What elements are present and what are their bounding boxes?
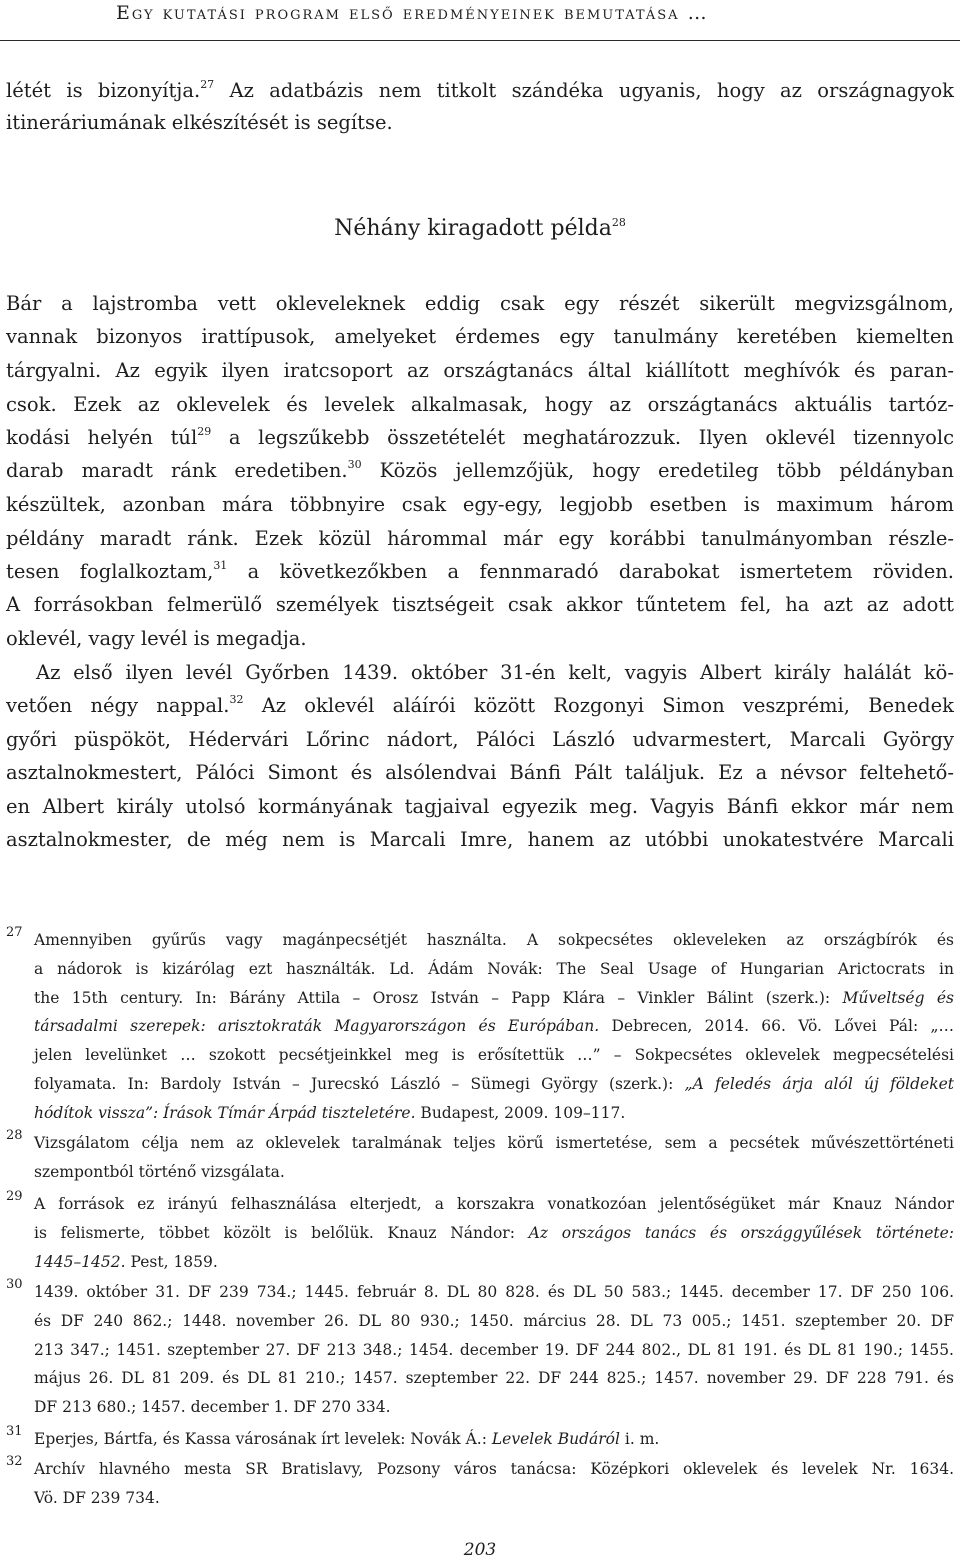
body-line xyxy=(6,490,954,520)
body-line xyxy=(6,758,954,788)
body-line xyxy=(6,76,954,106)
text-run: a nádorok is kizárólag ezt használták. Ld. Ádám Novák: The Seal Usage of Hungarian Arictocrats in xyxy=(34,960,954,978)
footnote-ref[interactable]: 31 xyxy=(213,559,228,572)
text-run: Az első ilyen levél Győrben 1439. október 31-én kelt, vagyis Albert király halálát kö- xyxy=(36,661,954,684)
footnote-number: 30 xyxy=(6,1277,23,1292)
text-run: itineráriumának elkészítését is segítse. xyxy=(6,111,393,134)
body-line xyxy=(6,356,954,386)
footnote-number: 28 xyxy=(6,1128,23,1143)
footnote-ref[interactable]: 29 xyxy=(197,425,212,438)
body-line xyxy=(6,557,954,587)
text-run: Közös jellemzőjük, hogy eredetileg több példányban xyxy=(361,459,954,482)
footnote-line xyxy=(34,1159,954,1185)
body-line xyxy=(6,825,954,855)
footnote-ref[interactable]: 30 xyxy=(347,458,362,471)
text-run: tárgyalni. Az egyik ilyen iratcsoport az országtanács által kiállított meghívók és paran- xyxy=(6,359,954,382)
text-run: Pest, 1859. xyxy=(125,1253,218,1271)
footnote-ref[interactable]: 32 xyxy=(229,693,244,706)
body-line xyxy=(6,390,954,420)
text-run: tesen foglalkoztam, xyxy=(6,560,214,583)
header-rule xyxy=(0,40,960,41)
section-heading-text: Néhány kiragadott példa xyxy=(334,216,612,241)
page-number: 203 xyxy=(463,1540,497,1560)
footnote-line xyxy=(34,956,954,982)
footnote-line xyxy=(34,1220,954,1246)
footnote-line xyxy=(34,1337,954,1363)
italic-text: társadalmi szerepek: arisztokraták Magyarországon és Európában. xyxy=(34,1017,600,1035)
text-run: kodási helyén túl xyxy=(6,426,198,449)
body-line xyxy=(6,792,954,822)
text-run: május 26. DL 81 209. és DL 81 210.; 1457. szeptember 22. DF 244 825.; 1457. november 29. DF 228 791. és xyxy=(34,1369,954,1387)
italic-text: hódítok vissza”: Írások Tímár Árpád tiszteletére. xyxy=(34,1104,416,1122)
text-run: Bár a lajstromba vett okleveleknek eddig csak egy részét sikerült megvizsgálnom, xyxy=(6,292,954,315)
footnote-line xyxy=(34,927,954,953)
text-run: Vizsgálatom célja nem az oklevelek taralmának teljes körű ismertetése, sem a pecsétek művészettörténeti xyxy=(34,1134,954,1152)
italic-text: Az országos tanács és országgyűlések története: xyxy=(528,1224,954,1242)
running-head: Egy kutatási program első eredményeinek bemutatása … xyxy=(116,2,709,24)
italic-text: „A feledés árja alól új földeket xyxy=(684,1075,954,1093)
text-run: DF 213 680.; 1457. december 1. DF 270 334. xyxy=(34,1398,391,1416)
text-run: 1439. október 31. DF 239 734.; 1445. február 8. DL 80 828. és DL 50 583.; 1445. december 17. DF 250 106. xyxy=(34,1283,954,1301)
text-run: készültek, azonban mára többnyire csak egy-egy, legjobb esetben is maximum három xyxy=(6,493,954,516)
text-run: példány maradt ránk. Ezek közül hárommal már egy korábbi tanulmányomban részle- xyxy=(6,527,954,550)
footnote-line xyxy=(34,1191,954,1217)
footnote-line xyxy=(34,985,954,1011)
text-run: asztalnokmester, de még nem is Marcali Imre, hanem az utóbbi unokatestvére Marcali xyxy=(6,828,954,851)
text-run: Az oklevél aláírói között Rozgonyi Simon veszprémi, Benedek xyxy=(243,694,954,717)
text-run: vannak bizonyos irattípusok, amelyeket érdemes egy tanulmány keretében kiemelten xyxy=(6,325,954,348)
footnote-line xyxy=(34,1249,954,1275)
text-run: folyamata. In: Bardoly István – Jurecskó László – Sümegi György (szerk.): xyxy=(34,1075,685,1093)
italic-text: Műveltség és xyxy=(842,989,955,1007)
footnote-line xyxy=(34,1042,954,1068)
footnote-line xyxy=(34,1308,954,1334)
italic-text: 1445–1452. xyxy=(34,1253,126,1271)
text-run: Az adatbázis nem titkolt szándéka ugyanis, hogy az országnagyok xyxy=(214,79,954,102)
footnote-line xyxy=(34,1013,954,1039)
text-run: is felismerte, többet közölt is belőlük. Knauz Nándor: xyxy=(34,1224,529,1242)
footnote-line xyxy=(34,1130,954,1156)
text-run: győri püspököt, Hédervári Lőrinc nádort, Pálóci László udvarmestert, Marcali György xyxy=(6,728,954,751)
text-run: a következőkben a fennmaradó darabokat ismertetem röviden. xyxy=(227,560,955,583)
footnote-number: 31 xyxy=(6,1424,23,1439)
footnote-number: 27 xyxy=(6,925,23,940)
body-line xyxy=(6,524,954,554)
text-run: vetően négy nappal. xyxy=(6,694,230,717)
text-run: A forrásokban felmerülő személyek tisztségeit csak akkor tűntetem fel, ha azt az adott xyxy=(6,593,954,616)
footnote-line xyxy=(34,1365,954,1391)
text-run: szempontból történő vizsgálata. xyxy=(34,1163,285,1181)
footnote-number: 29 xyxy=(6,1189,23,1204)
section-heading xyxy=(0,216,960,241)
body-line xyxy=(6,590,954,620)
footnote-line xyxy=(34,1394,954,1420)
text-run: Debrecen, 2014. 66. Vö. Lővei Pál: „… xyxy=(599,1017,954,1035)
body-line xyxy=(6,423,954,453)
text-run: Amennyiben gyűrűs vagy magánpecsétjét használta. A sokpecsétes okleveleken az országbírók és xyxy=(34,931,954,949)
text-run: Budapest, 2009. 109–117. xyxy=(415,1104,626,1122)
section-heading-note[interactable]: 28 xyxy=(611,216,626,229)
text-run: darab maradt ránk eredetiben. xyxy=(6,459,348,482)
body-line xyxy=(6,624,954,654)
text-run: oklevél, vagy levél is megadja. xyxy=(6,627,307,650)
footnote-number: 32 xyxy=(6,1454,23,1469)
text-run: asztalnokmestert, Pálóci Simont és alsólendvai Bánfi Pált találjuk. Ez a névsor feltehető- xyxy=(6,761,954,784)
footnote-line xyxy=(34,1456,954,1482)
body-line xyxy=(6,456,954,486)
italic-text: Levelek Budáról xyxy=(491,1430,620,1448)
body-line xyxy=(6,322,954,352)
body-line xyxy=(6,691,954,721)
footnote-line xyxy=(34,1485,954,1511)
body-line xyxy=(6,108,954,138)
text-run: Archív hlavného mesta SR Bratislavy, Pozsony város tanácsa: Középkori oklevelek és levelek Nr. 1634. xyxy=(34,1460,954,1478)
footnote-ref[interactable]: 27 xyxy=(200,78,215,91)
text-run: jelen levelünket … szokott pecsétjeinkkel meg is erősítettük …” – Sokpecsétes oklevelek megpecsételési xyxy=(34,1046,954,1064)
text-run: i. m. xyxy=(619,1430,660,1448)
body-line xyxy=(6,289,954,319)
body-line xyxy=(36,658,954,688)
text-run: a legszűkebb összetételét meghatározzuk. Ilyen oklevél tizennyolc xyxy=(211,426,954,449)
text-run: the 15th century. In: Bárány Attila – Orosz István – Papp Klára – Vinkler Bálint (szerk.): xyxy=(34,989,843,1007)
footnote-line xyxy=(34,1100,954,1126)
text-run: en Albert király utolsó kormányának tagjaival egyezik meg. Vagyis Bánfi ekkor már nem xyxy=(6,795,954,818)
text-run: létét is bizonyítja. xyxy=(6,79,201,102)
footnote-line xyxy=(34,1279,954,1305)
text-run: Vö. DF 239 734. xyxy=(34,1489,160,1507)
text-run: és DF 240 862.; 1448. november 26. DL 80 930.; 1450. március 28. DL 73 005.; 1451. szeptember 20. DF xyxy=(34,1312,954,1330)
text-run: 213 347.; 1451. szeptember 27. DF 213 348.; 1454. december 19. DF 244 802., DL 81 191. és DL 81 190.; 1455. xyxy=(34,1341,954,1359)
text-run: csok. Ezek az oklevelek és levelek alkalmasak, hogy az országtanács aktuális tartóz- xyxy=(6,393,954,416)
footnote-line xyxy=(34,1426,954,1452)
text-run: Eperjes, Bártfa, és Kassa városának írt levelek: Novák Á.: xyxy=(34,1430,492,1448)
text-run: A források ez irányú felhasználása elterjedt, a korszakra vonatkozóan jelentőségüket már Knauz Nándor xyxy=(34,1195,954,1213)
body-line xyxy=(6,725,954,755)
footnote-line xyxy=(34,1071,954,1097)
